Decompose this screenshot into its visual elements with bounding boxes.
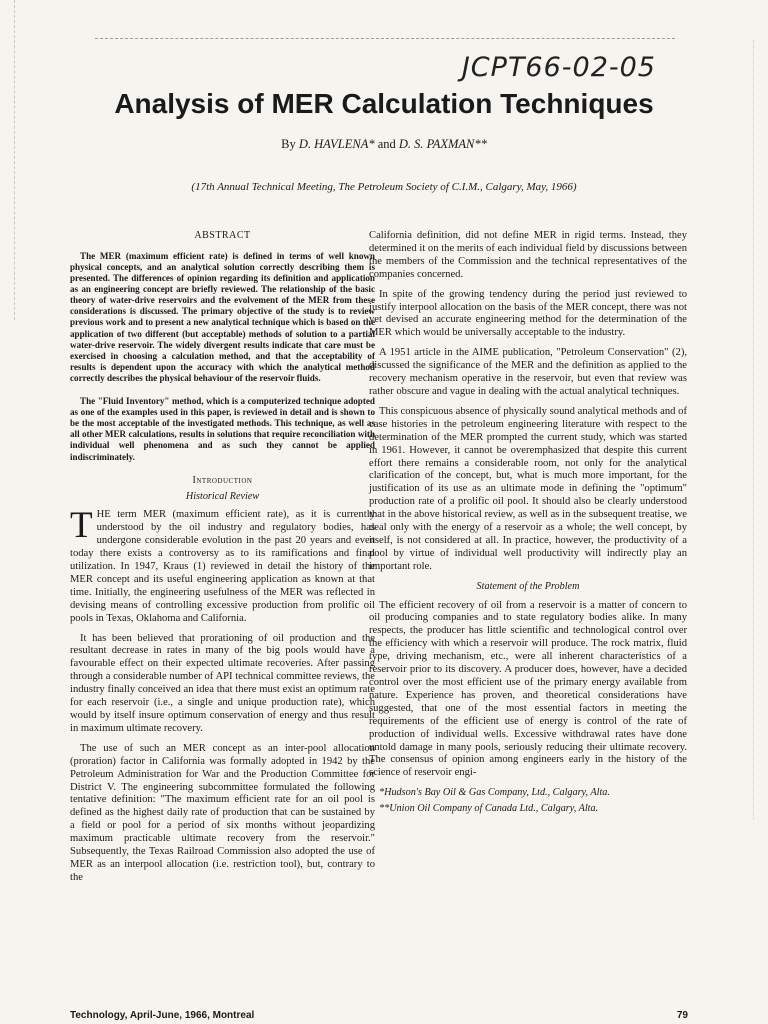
abstract-heading: ABSTRACT [194,230,251,241]
intro-paragraph-1 [70,505,375,625]
scan-margin-left [14,0,23,320]
byline [0,137,768,152]
introduction-heading: Introduction [192,474,253,486]
author-1: D. HAVLENA* [298,137,375,151]
handwritten-ref-code: JCPT66-02-05 [461,52,656,83]
left-column [70,230,375,892]
author-2: D. S. PAXMAN** [398,137,487,151]
abstract-text-2: The "Fluid Inventory" method, which is a computerized technique adopted as one of the examples used in this paper, is reviewed in detail and is shown to be the most acceptable of the investigated methods. This technique, as well as all other MER calculations, results in solutions that require reconciliation with individual well phenomena and as such they cannot be applied indiscriminately. [70,396,375,462]
meeting-note: (17th Annual Technical Meeting, The Petroleum Society of C.I.M., Calgary, May, 1966) [191,181,577,193]
top-rule [95,38,675,39]
page-number: 79 [676,1010,688,1021]
abstract-text: The MER (maximum efficient rate) is defined in terms of well known physical concepts, and an analytical solution correctly describing them is presented. The differences of opinion regarding its definition and application as an engineering concept are briefly reviewed. The relationship of the basic theory of water-drive reservoirs and the evolvement of the MER from these considerations is discussed. The primary objective of the study is to review previous work and to present a new analytical technique which is based on the application of two different (but acceptable) methods of solution to a partial water-drive reservoir. The widely divergent results indicate that care must be exercised in choosing a calculation method, and that the acceptability of results is dependent upon the accuracy with which the analytical method correctly describes the physical behaviour of the reservoir fluids. [70,250,375,383]
right-column [369,230,687,818]
right-paragraph-4: This conspicuous absence of physically sound analytical methods and of case histories in the petroleum engineering literature with respect to the determination of the MER prompted the current study, which was started in 1961. However, it cannot be overemphasized that despite this current effort there remains a considerable room, not only for the analytical clarification of the concept, but, what is much more important, for the justification of its use as an ultimate mode in defining the "optimum" production rate of a prolific oil pool. It should also be clearly understood that in the above historical review, as well as in the subsequent treatise, we deal only with the energy of a reservoir as a whole; the well concept, by itself, is not considered at all. In practice, however, the productivity of a pool by virtue of individual well productivity will indirectly play an important role. [369,405,687,572]
right-paragraph-2: In spite of the growing tendency during the period just reviewed to justify interpool allocation on the basis of the MER concept, there was not yet devised an accurate engineering method for the determination of the MER which would be universally acceptable to the industry. [369,288,687,339]
drop-cap: T [70,505,93,547]
footnote-1: *Hudson's Bay Oil & Gas Company, Ltd., Calgary, Alta. [379,787,610,799]
byline-and: and [377,137,396,151]
statement-heading: Statement of the Problem [476,580,580,592]
scan-margin-right [745,40,754,820]
journal-footer: Technology, April-June, 1966, Montreal [70,1010,255,1021]
intro-paragraph-1-text: HE term MER (maximum efficient rate), as it is currently understood by the oil industry and regulatory bodies, has undergone considerable evolution in the past 20 years and even today there exists a controversy as to its ramifications and final utilization. In 1947, Kraus (1) reviewed in detail the history of the MER concept and its useful engineering application as known at that time. Initially, the engineering usefulness of the MER was reflected in devising means of controlling excessive production from prolific oil pools in Texas, Oklahoma and California. [70,509,375,624]
historical-review-heading: Historical Review [185,490,260,502]
footnotes [369,787,687,815]
right-paragraph-1: California definition, did not define MER in rigid terms. Instead, they determined it on the merits of each individual field by discussions between the members of the Commission and the technical representatives of the companies concerned. [369,230,687,280]
intro-paragraph-2: It has been believed that prorationing of oil production and the resultant decrease in rates in many of the big pools would have a favourable effect on their expected ultimate recoveries. After passing through a considerable number of API technical committee reviews, the industry finally conceived an idea that there must exist an optimum rate for each reservoir (i.e., a single and unique production rate), which would by itself insure optimum conservation of energy and thus result in maximum ultimate recovery. [70,632,375,734]
right-paragraph-3: A 1951 article in the AIME publication, "Petroleum Conservation" (2), discussed the significance of the MER and the definition as applied to the recovery mechanism operative in the reservoir, but even that review was rather obscure and vague in dealing with the actual analytical techniques. [369,347,687,397]
paper-title: Analysis of MER Calculation Techniques [114,88,654,119]
footnote-2: **Union Oil Company of Canada Ltd., Calgary, Alta. [379,802,599,814]
right-paragraph-5: The efficient recovery of oil from a reservoir is a matter of concern to oil producing companies and to state regulatory bodies alike. In many respects, the producer has little scientific and technological control over the efficiency with which a reservoir will produce. The rock matrix, fluid type, driving mechanism, etc., were all inherent characteristics of a reservoir prior to its discovery. A producer does, however, have a decided control over the most efficient use of the primary energy available from nature. Experience has proven, and theoretical considerations have suggested, that one of the most essential factors in meeting the requirements of the efficient use of energy is control of the rate of production of individual wells. Excessive withdrawal rates have done untold damage in many pools, seriously reducing their ultimate recovery. The consensus of opinion among engineers early in the history of the science of reservoir engi- [369,599,687,779]
byline-by: By [281,137,296,151]
intro-paragraph-3: The use of such an MER concept as an inter-pool allocation (proration) factor in California was formally adopted in 1942 by the Petroleum Administration for War and the Production Committee for District V. The engineering subcommittee formulated the following tentative definition: "The maximum efficient rate for an oil pool is defined as the highest daily rate of production that can be sustained by a field or pool for a period of six months without jeopardizing maximum practicable ultimate recovery from the reservoir." Subsequently, the Texas Railroad Commission also adopted the use of MER as an interpool allocation (i.e. restriction tool), but, contrary to the [70,742,375,883]
